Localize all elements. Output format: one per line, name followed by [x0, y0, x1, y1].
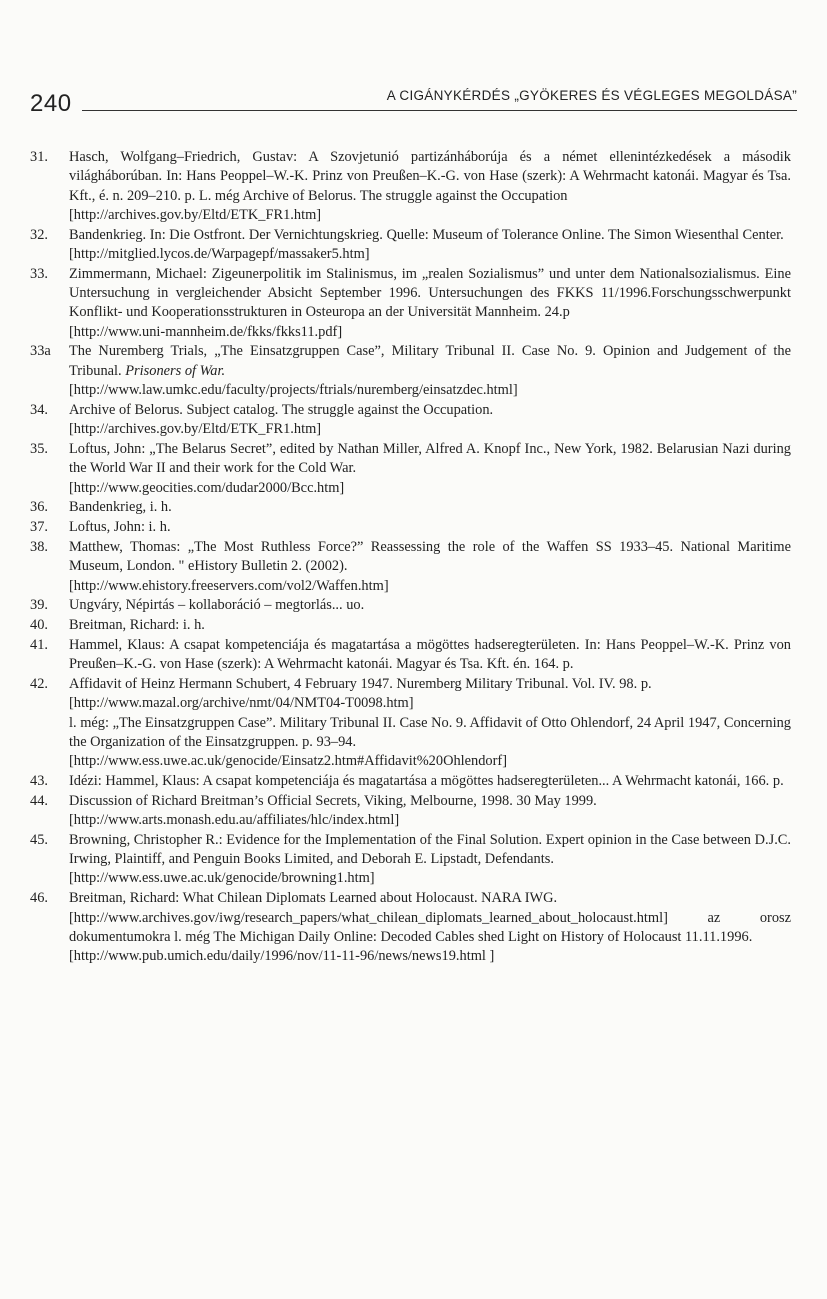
note-url-continued: [http://www.archives.gov/iwg/research_papers/what_chilean_diplomats_learned_about_holocaust.html] az orosz dokumentumokra l. még The Michigan Daily Online: Decoded Cables shed Light on History of Holocaust 11.11.1996. [69, 909, 791, 945]
note-text: Bandenkrieg. In: Die Ostfront. Der Vernichtungskrieg. Quelle: Museum of Tolerance Online. The Simon Wiesenthal Center. [69, 226, 784, 243]
note-text: Affidavit of Heinz Hermann Schubert, 4 February 1947. Nuremberg Military Tribunal. Vol. IV. 98. p. [69, 676, 652, 693]
note-number: 45. [30, 831, 48, 848]
note-text: Archive of Belorus. Subject catalog. The struggle against the Occupation. [69, 401, 494, 418]
note-number: 42. [30, 676, 48, 693]
note-number: 33. [30, 265, 48, 282]
endnote [30, 342, 791, 400]
note-url: [http://archives.gov.by/Eltd/ETK_FR1.htm] [69, 206, 322, 223]
note-number: 33a [30, 343, 51, 360]
note-url: [http://www.ess.uwe.ac.uk/genocide/browning1.htm] [69, 870, 375, 887]
endnote [30, 792, 791, 831]
note-number: 31. [30, 149, 48, 165]
note-number: 38. [30, 538, 48, 555]
note-number: 37. [30, 519, 48, 536]
header-rule [82, 110, 797, 111]
note-url: [http://www.mazal.org/archive/nmt/04/NMT04-T0098.htm] [69, 695, 414, 712]
note-url: [http://www.ehistory.freeservers.com/vol2/Waffen.htm] [69, 577, 389, 594]
note-text-continued: l. még: „The Einsatzgruppen Case”. Military Tribunal II. Case No. 9. Affidavit of Otto Ohlendorf, 24 April 1947, Concerning the Organization of the Einsatzgruppen. p. 93–94. [69, 714, 791, 750]
note-number: 39. [30, 597, 48, 614]
running-head: A CIGÁNYKÉRDÉS „GYÖKERES ÉS VÉGLEGES MEGOLDÁSA” [386, 88, 797, 103]
endnote [30, 675, 791, 771]
note-url: [http://www.arts.monash.edu.au/affiliates/hlc/index.html] [69, 812, 400, 829]
note-number: 43. [30, 773, 48, 789]
note-number: 46. [30, 890, 48, 907]
note-number: 44. [30, 792, 48, 809]
endnote [30, 772, 791, 791]
note-italic-title: Prisoners of War. [125, 362, 226, 379]
note-number: 34. [30, 401, 48, 418]
note-text: Discussion of Richard Breitman’s Official Secrets, Viking, Melbourne, 1998. 30 May 1999. [69, 792, 597, 809]
note-text: Breitman, Richard: What Chilean Diplomats Learned about Holocaust. NARA IWG. [69, 890, 558, 907]
note-number: 36. [30, 499, 48, 516]
endnote [30, 596, 791, 615]
note-number: 40. [30, 617, 48, 634]
note-text: Zimmermann, Michael: Zigeunerpolitik im Stalinismus, im „realen Sozialismus” und unter dem Nationalsozialismus. Eine Untersuchung in vergleichender Absicht September 1996. Untersuchungen des FKKS 11/1996.Forschungsschwerpunkt Konflikt- und Kooperationsstrukturen in Osteuropa an der Universität Mannheim. 24.p [69, 265, 791, 321]
note-url: [http://www.law.umkc.edu/faculty/projects/ftrials/nuremberg/einsatzdec.html] [69, 382, 518, 399]
note-text: Idézi: Hammel, Klaus: A csapat kompetenciája és magatartása a mögöttes hadseregterületen... A Wehrmacht katonái, 166. p. [69, 773, 784, 789]
note-text: Bandenkrieg, i. h. [69, 499, 172, 516]
note-text: Breitman, Richard: i. h. [69, 617, 205, 634]
endnote [30, 148, 791, 225]
note-number: 32. [30, 226, 48, 243]
endnote [30, 518, 791, 537]
page-number: 240 [30, 90, 72, 117]
note-text: Hammel, Klaus: A csapat kompetenciája és magatartása a mögöttes hadseregterületen. In: Hans Peoppel–W.-K. Prinz von Preußen–K.-G. von Hase (szerk): A Wehrmacht katonái. Magyar és Tsa. Kft. én. 164. p. [69, 636, 791, 673]
endnote [30, 265, 791, 342]
note-url: [http://www.uni-mannheim.de/fkks/fkks11.pdf] [69, 323, 343, 340]
endnote [30, 636, 791, 675]
endnote [30, 498, 791, 517]
endnote [30, 401, 791, 440]
endnote [30, 831, 791, 889]
note-text: Matthew, Thomas: „The Most Ruthless Force?” Reassessing the role of the Waffen SS 1933–45. National Maritime Museum, London. " eHistory Bulletin 2. (2002). [69, 538, 791, 575]
endnote [30, 889, 791, 966]
note-text: Hasch, Wolfgang–Friedrich, Gustav: A Szovjetunió partizánháborúja és a német ellenintézkedések a második világháborúban. In: Hans Peoppel–W.-K. Prinz von Preußen–K.-G. von Hase (szerk): A Wehrmacht katonái. Magyar és Tsa. Kft., é. n. 209–210. p. L. még Archive of Belorus. The struggle against the Occupation [69, 149, 791, 204]
note-text: Loftus, John: i. h. [69, 519, 171, 536]
note-url: [http://www.geocities.com/dudar2000/Bcc.htm] [69, 479, 345, 496]
note-url: [http://archives.gov.by/Eltd/ETK_FR1.htm] [69, 421, 322, 438]
endnote [30, 616, 791, 635]
note-text-main: The Nuremberg Trials, „The Einsatzgruppen Case”, Military Tribunal II. Case No. 9. Opinion and Judgement of the Tribunal. [69, 343, 791, 379]
note-url: [http://mitglied.lycos.de/Warpagepf/massaker5.htm] [69, 245, 370, 262]
note-text [69, 342, 791, 381]
note-text: Loftus, John: „The Belarus Secret”, edited by Nathan Miller, Alfred A. Knopf Inc., New York, 1982. Belarusian Nazi during the World War II and their work for the Cold War. [69, 440, 791, 477]
note-url-2: [http://www.pub.umich.edu/daily/1996/nov/11-11-96/news/news19.html ] [69, 948, 495, 965]
note-url-2: [http://www.ess.uwe.ac.uk/genocide/Einsatz2.htm#Affidavit%20Ohlendorf] [69, 753, 508, 770]
note-text: Ungváry, Népirtás – kollaboráció – megtorlás... uo. [69, 597, 365, 614]
page-header [30, 82, 797, 122]
endnote [30, 440, 791, 498]
note-number: 41. [30, 636, 48, 653]
note-text: Browning, Christopher R.: Evidence for the Implementation of the Final Solution. Expert opinion in the Case between D.J.C. Irwing, Plaintiff, and Penguin Books Limited, and Deborah E. Lipstadt, Defendants. [69, 831, 791, 868]
endnote [30, 538, 791, 596]
note-number: 35. [30, 440, 48, 457]
endnotes-list [30, 148, 791, 967]
endnote [30, 226, 791, 265]
